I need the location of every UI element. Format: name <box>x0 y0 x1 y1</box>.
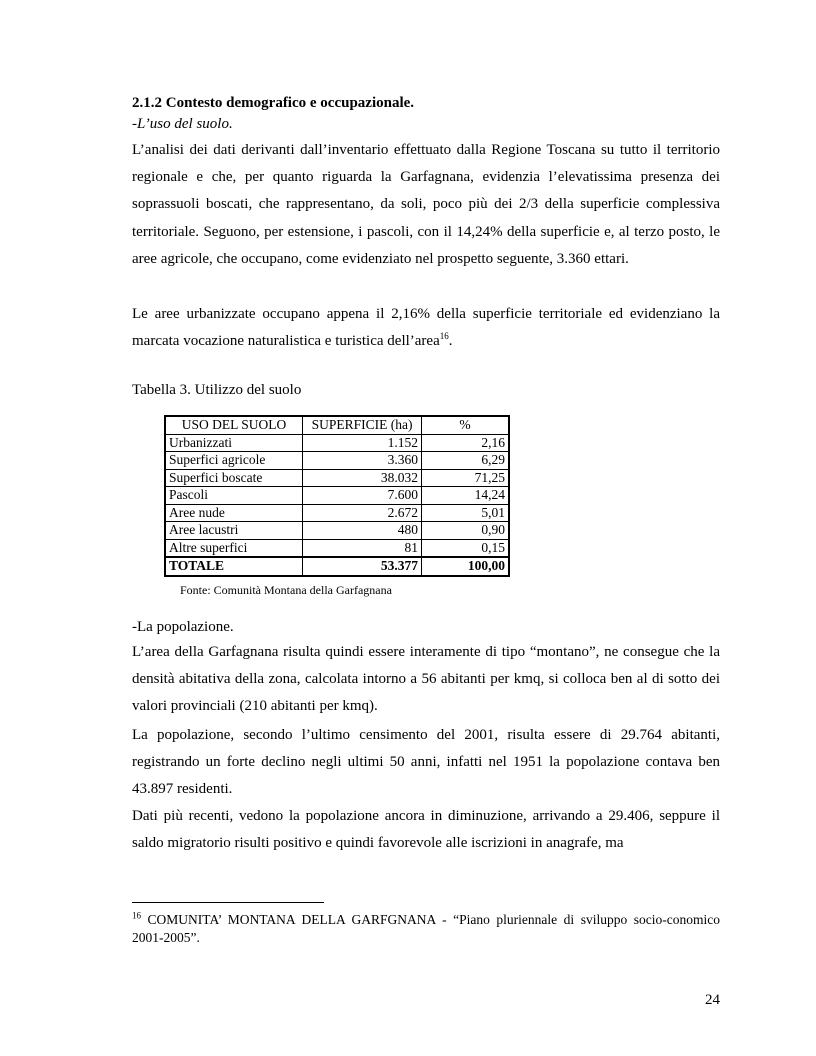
table-header-row <box>166 417 509 435</box>
footnote <box>132 911 720 947</box>
cell-surface: 480 <box>303 522 422 540</box>
cell-percent: 0,15 <box>422 539 509 557</box>
table-source: Fonte: Comunità Montana della Garfagnana <box>180 583 392 597</box>
header-percent: % <box>422 417 509 435</box>
land-use-table <box>165 416 509 576</box>
cell-percent: 0,90 <box>422 522 509 540</box>
section-subheading: -L’uso del suolo. <box>132 116 233 132</box>
table-row <box>166 539 509 557</box>
cell-total-surface: 53.377 <box>303 557 422 575</box>
cell-surface: 3.360 <box>303 452 422 470</box>
header-land-use: USO DEL SUOLO <box>166 417 303 435</box>
cell-percent: 14,24 <box>422 487 509 505</box>
header-surface: SUPERFICIE (ha) <box>303 417 422 435</box>
table-total-row <box>166 557 509 575</box>
cell-surface: 38.032 <box>303 469 422 487</box>
paragraph-density: L’area della Garfagnana risulta quindi essere interamente di tipo “montano”, ne consegue che la densità abitativa della zona, calcolata intorno a 56 abitanti per kmq, si colloca ben al di sotto dei valori provinciali (210 abitanti per kmq). <box>132 644 720 715</box>
cell-total-label: TOTALE <box>166 557 303 575</box>
cell-total-percent: 100,00 <box>422 557 509 575</box>
cell-surface: 2.672 <box>303 504 422 522</box>
page-number: 24 <box>705 992 720 1008</box>
cell-percent: 5,01 <box>422 504 509 522</box>
table-row <box>166 487 509 505</box>
footnote-reference: 16 <box>439 331 449 342</box>
paragraph-census: La popolazione, secondo l’ultimo censimento del 2001, risulta essere di 29.764 abitanti, registrando un forte declino negli ultimi 50 anni, infatti nel 1951 la popolazione contava ben 43.897 residenti. <box>132 727 720 798</box>
table-row <box>166 452 509 470</box>
cell-percent: 2,16 <box>422 434 509 452</box>
footnote-number: 16 <box>132 910 141 921</box>
cell-land-use: Altre superfici <box>166 539 303 557</box>
paragraph-urban-areas <box>132 301 720 355</box>
cell-land-use: Superfici agricole <box>166 452 303 470</box>
paragraph-recent-data: Dati più recenti, vedono la popolazione ancora in diminuzione, arrivando a 29.406, seppure il saldo migratorio risulti positivo e quindi favorevole alle iscrizioni in anagrafe, ma <box>132 808 720 852</box>
population-subheading: -La popolazione. <box>132 619 234 635</box>
table-row <box>166 522 509 540</box>
cell-land-use: Pascoli <box>166 487 303 505</box>
footnote-text: COMUNITA’ MONTANA DELLA GARFGNANA - “Piano pluriennale di sviluppo socio-conomico 2001-2005”. <box>132 912 720 945</box>
table-row <box>166 504 509 522</box>
table-caption: Tabella 3. Utilizzo del suolo <box>132 382 302 398</box>
paragraph-urban-areas-text: Le aree urbanizzate occupano appena il 2,16% della superficie territoriale ed evidenziano la marcata vocazione naturalistica e turistica dell’area <box>132 306 720 350</box>
cell-land-use: Aree lacustri <box>166 522 303 540</box>
cell-percent: 71,25 <box>422 469 509 487</box>
table-row <box>166 469 509 487</box>
footnote-divider <box>132 902 324 903</box>
paragraph-end: . <box>448 333 453 350</box>
section-heading: 2.1.2 Contesto demografico e occupazionale. <box>132 95 415 111</box>
cell-surface: 7.600 <box>303 487 422 505</box>
cell-land-use: Aree nude <box>166 504 303 522</box>
cell-percent: 6,29 <box>422 452 509 470</box>
cell-land-use: Urbanizzati <box>166 434 303 452</box>
paragraph-land-use: L’analisi dei dati derivanti dall’inventario effettuato dalla Regione Toscana su tutto il territorio regionale e che, per quanto riguarda la Garfagnana, evidenzia l’elevatissima presenza dei soprassuoli boscati, che rappresentano, da soli, poco più dei 2/3 della superficie complessiva territoriale. Seguono, per estensione, i pascoli, con il 14,24% della superficie e, al terzo posto, le aree agricole, che occupano, come evidenziato nel prospetto seguente, 3.360 ettari. <box>132 142 720 267</box>
cell-surface: 81 <box>303 539 422 557</box>
cell-surface: 1.152 <box>303 434 422 452</box>
cell-land-use: Superfici boscate <box>166 469 303 487</box>
table-row <box>166 434 509 452</box>
